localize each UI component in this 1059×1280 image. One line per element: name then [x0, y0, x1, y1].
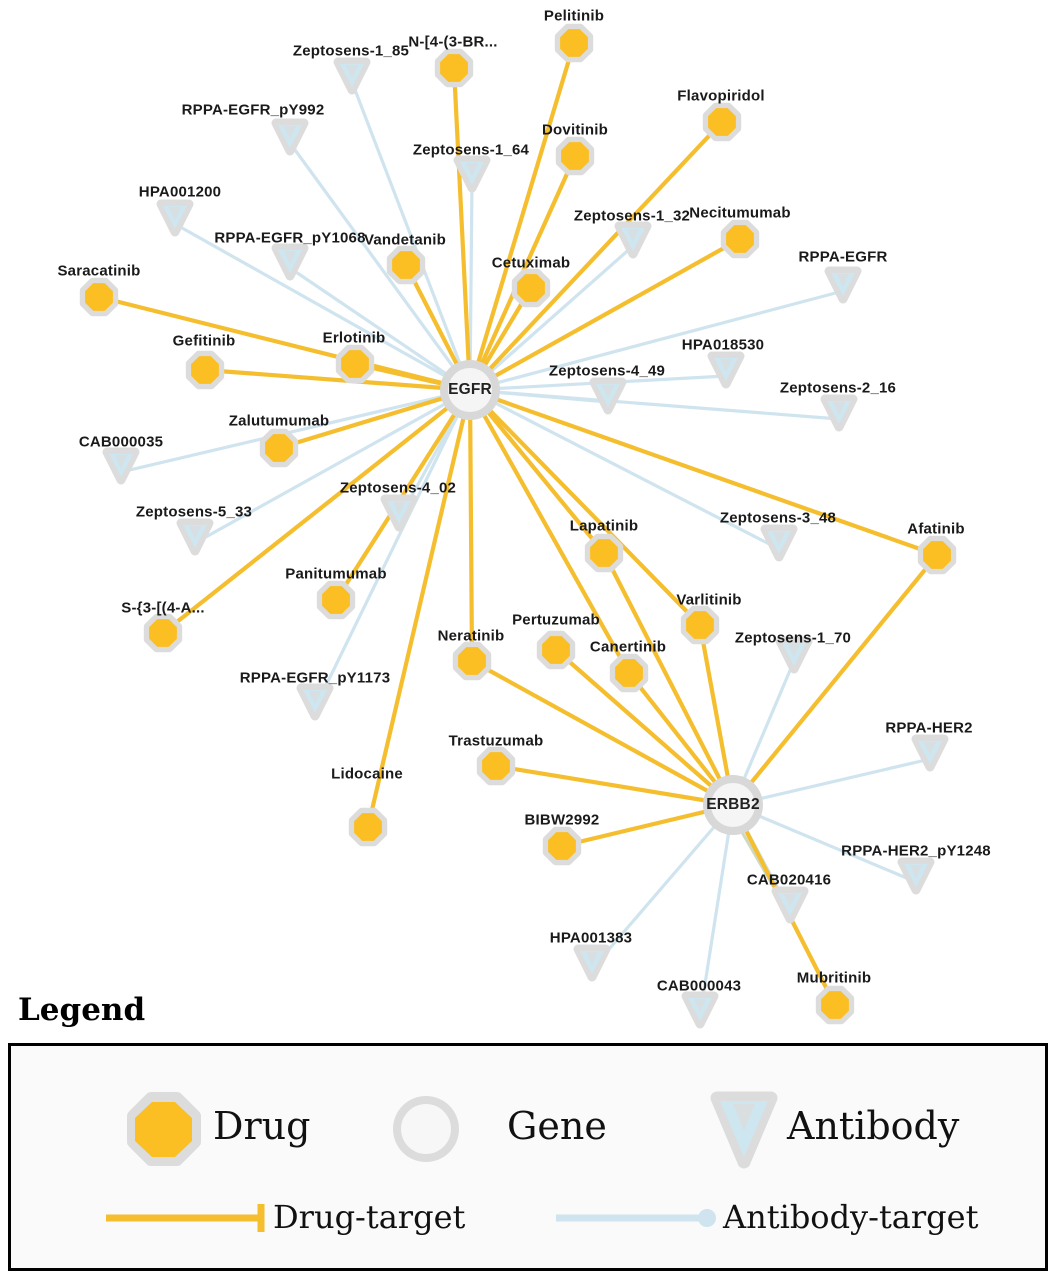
- antibody-node-zeptosens-3-48[interactable]: [756, 521, 802, 565]
- drug-node-pelitinib[interactable]: [551, 20, 597, 66]
- drug-label-pertuzumab: Pertuzumab: [512, 611, 600, 629]
- drug-node-trastuzumab[interactable]: [473, 743, 519, 789]
- drug-label-neratinib: Neratinib: [437, 627, 505, 645]
- legend-label-drug-target: Drug-target: [273, 1198, 466, 1236]
- gene-label-erbb2: ERBB2: [706, 796, 760, 813]
- antibody-label-zeptosens-2-16: Zeptosens-2_16: [779, 379, 897, 397]
- antibody-node-cab000043[interactable]: [677, 988, 723, 1032]
- antibody-label-zeptosens-1-85: Zeptosens-1_85: [292, 42, 410, 60]
- drug-target-edge-icon: [106, 1204, 261, 1232]
- drug-node-lapatinib[interactable]: [581, 530, 627, 576]
- antibody-label-rppa-egfr: RPPA-EGFR: [798, 248, 888, 266]
- drug-node-neratinib[interactable]: [449, 638, 495, 684]
- legend-title: Legend: [18, 992, 146, 1028]
- antibody-node-rppa-egfr-py1068[interactable]: [267, 240, 313, 284]
- antibody-label-zeptosens-4-02: Zeptosens-4_02: [339, 479, 457, 497]
- drug-label-panitumumab: Panitumumab: [285, 565, 387, 583]
- legend-label-gene: Gene: [507, 1104, 607, 1148]
- antibody-label-hpa018530: HPA018530: [681, 336, 765, 354]
- antibody-label-zeptosens-1-64: Zeptosens-1_64: [412, 141, 530, 159]
- drug-label-erlotinib: Erlotinib: [322, 329, 386, 347]
- legend-label-antibody: Antibody: [787, 1104, 960, 1148]
- drug-label-varlitinib: Varlitinib: [676, 591, 742, 609]
- antibody-node-cab000035[interactable]: [98, 444, 144, 488]
- drug-label-cetuximab: Cetuximab: [491, 254, 571, 272]
- antibody-label-rppa-egfr-py1173: RPPA-EGFR_pY1173: [239, 669, 391, 687]
- gene-label-egfr: EGFR: [448, 381, 492, 398]
- antibody-label-cab000035: CAB000035: [78, 433, 164, 451]
- antibody-node-zeptosens-4-49[interactable]: [585, 374, 631, 418]
- drug-label-lidocaine: Lidocaine: [331, 765, 403, 783]
- antibody-label-rppa-egfr-py992: RPPA-EGFR_pY992: [181, 101, 325, 119]
- drug-label-pelitinib: Pelitinib: [543, 7, 605, 25]
- drug-node-necitumumab[interactable]: [717, 216, 763, 262]
- legend-box: [8, 1043, 1048, 1271]
- antibody-node-rppa-her2-py1248[interactable]: [893, 854, 939, 898]
- antibody-node-hpa001200[interactable]: [152, 196, 198, 240]
- antibody-label-cab020416: CAB020416: [746, 871, 832, 889]
- antibody-node-zeptosens-1-85[interactable]: [329, 54, 375, 98]
- antibody-label-zeptosens-1-32: Zeptosens-1_32: [573, 207, 691, 225]
- antibody-node-zeptosens-2-16[interactable]: [816, 391, 862, 435]
- drug-label-vandetanib: Vandetanib: [363, 231, 447, 249]
- drug-node-n-4-3-br[interactable]: [431, 45, 477, 91]
- drug-node-mubritinib[interactable]: [812, 982, 858, 1028]
- drug-node-cetuximab[interactable]: [508, 265, 554, 311]
- antibody-label-zeptosens-5-33: Zeptosens-5_33: [135, 503, 253, 521]
- antibody-target-edge-icon: [556, 1209, 716, 1227]
- drug-node-vandetanib[interactable]: [383, 242, 429, 288]
- antibody-node-rppa-egfr-py1173[interactable]: [292, 680, 338, 724]
- drug-label-flavopiridol: Flavopiridol: [677, 87, 765, 105]
- antibody-label-cab000043: CAB000043: [656, 977, 742, 995]
- antibody-node-cab020416[interactable]: [767, 883, 813, 927]
- legend-label-drug: Drug: [213, 1104, 311, 1148]
- drug-octagon-icon: [133, 1098, 195, 1160]
- drug-node-panitumumab[interactable]: [313, 577, 359, 623]
- drug-label-canertinib: Canertinib: [589, 638, 667, 656]
- edge-drug-target: [368, 386, 474, 827]
- drug-label-s-3-4-a: S-{3-[(4-A...: [121, 599, 205, 617]
- antibody-node-hpa018530[interactable]: [703, 348, 749, 392]
- drug-label-mubritinib: Mubritinib: [796, 969, 872, 987]
- drug-node-s-3-4-a[interactable]: [140, 610, 186, 656]
- antibody-node-zeptosens-1-64[interactable]: [449, 152, 495, 196]
- drug-label-dovitinib: Dovitinib: [542, 121, 608, 139]
- antibody-chevron-icon: [717, 1098, 771, 1162]
- drug-node-zalutumumab[interactable]: [256, 425, 302, 471]
- drug-label-necitumumab: Necitumumab: [689, 204, 791, 222]
- antibody-label-hpa001383: HPA001383: [549, 929, 633, 947]
- antibody-label-zeptosens-3-48: Zeptosens-3_48: [719, 509, 837, 527]
- antibody-node-hpa001383[interactable]: [569, 941, 615, 985]
- legend-label-antibody-target: Antibody-target: [723, 1198, 979, 1236]
- antibody-node-rppa-egfr[interactable]: [820, 263, 866, 307]
- gene-circle-icon: [393, 1096, 459, 1162]
- drug-node-varlitinib[interactable]: [677, 602, 723, 648]
- drug-node-dovitinib[interactable]: [552, 133, 598, 179]
- antibody-label-rppa-her2: RPPA-HER2: [885, 719, 973, 737]
- antibody-label-rppa-egfr-py1068: RPPA-EGFR_pY1068: [214, 229, 366, 247]
- edge-drug-target: [466, 386, 474, 661]
- antibody-node-zeptosens-5-33[interactable]: [172, 515, 218, 559]
- drug-node-canertinib[interactable]: [606, 650, 652, 696]
- drug-node-saracatinib[interactable]: [76, 274, 122, 320]
- drug-label-bibw2992: BIBW2992: [524, 811, 600, 829]
- drug-node-afatinib[interactable]: [914, 532, 960, 578]
- antibody-node-zeptosens-1-32[interactable]: [610, 218, 656, 262]
- drug-node-lidocaine[interactable]: [345, 804, 391, 850]
- drug-label-n-4-3-br: N-[4-(3-BR...: [408, 33, 498, 51]
- antibody-label-zeptosens-1-70: Zeptosens-1_70: [734, 629, 852, 647]
- antibody-label-hpa001200: HPA001200: [138, 183, 222, 201]
- drug-label-trastuzumab: Trastuzumab: [448, 732, 544, 750]
- antibody-node-rppa-her2[interactable]: [907, 731, 953, 775]
- drug-label-zalutumumab: Zalutumumab: [228, 412, 330, 430]
- antibody-node-rppa-egfr-py992[interactable]: [267, 115, 313, 159]
- drug-label-lapatinib: Lapatinib: [569, 517, 639, 535]
- drug-label-saracatinib: Saracatinib: [57, 262, 141, 280]
- drug-node-pertuzumab[interactable]: [533, 627, 579, 673]
- antibody-label-zeptosens-4-49: Zeptosens-4_49: [548, 362, 666, 380]
- drug-node-flavopiridol[interactable]: [699, 99, 745, 145]
- drug-label-gefitinib: Gefitinib: [172, 332, 236, 350]
- drug-node-gefitinib[interactable]: [182, 347, 228, 393]
- drug-node-erlotinib[interactable]: [332, 341, 378, 387]
- antibody-node-zeptosens-4-02[interactable]: [376, 491, 422, 535]
- drug-label-afatinib: Afatinib: [907, 520, 965, 538]
- drug-node-bibw2992[interactable]: [539, 823, 585, 869]
- antibody-label-rppa-her2-py1248: RPPA-HER2_pY1248: [841, 842, 991, 860]
